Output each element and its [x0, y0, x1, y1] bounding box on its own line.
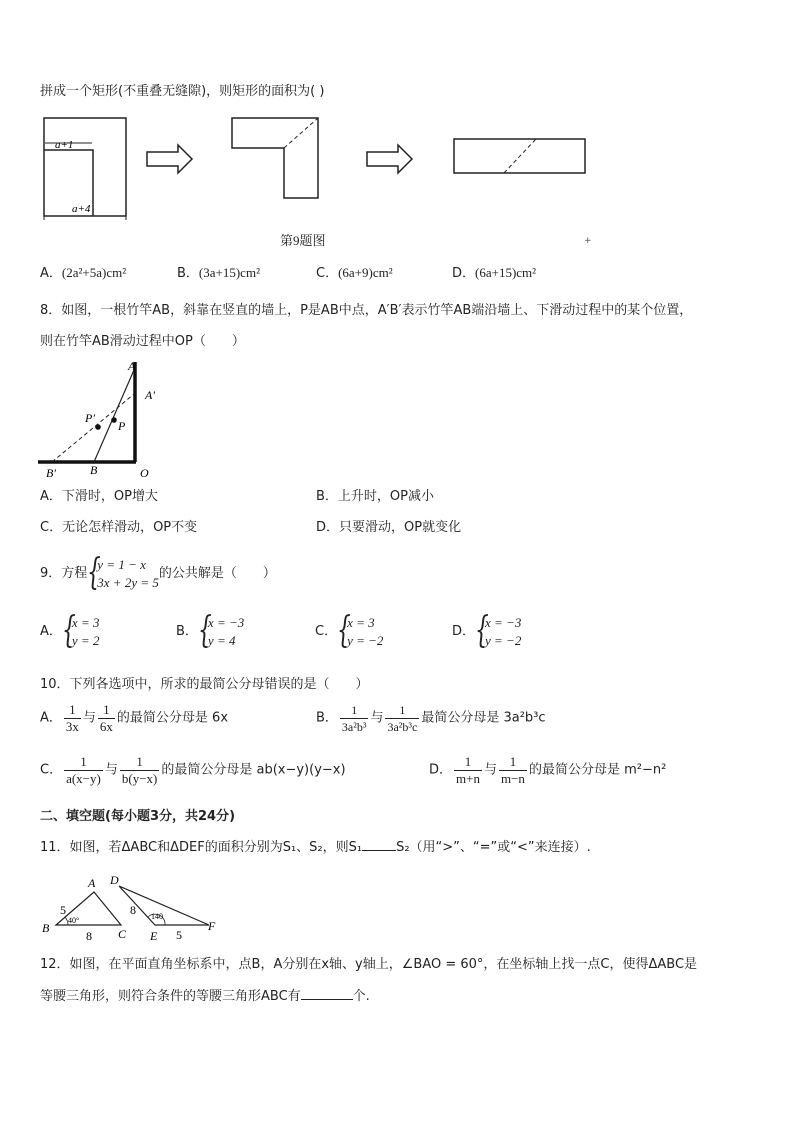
figure-caption: 第9题图 — [280, 233, 326, 248]
label-E: E — [150, 929, 158, 943]
q7-option-c[interactable]: C．(6a+9)cm² — [316, 265, 393, 281]
section-heading-fill-in: 二、填空题(每小题3分，共24分) — [40, 809, 236, 824]
q9-option-a[interactable]: A． { x = 3 y = 2 — [40, 610, 100, 651]
q12-stem-line2: 等腰三角形，则符合条件的等腰三角形ABC有 个. — [40, 989, 370, 1004]
label-F: F — [208, 919, 216, 933]
q8-option-b[interactable]: B．上升时，OP减小 — [316, 489, 434, 504]
q9-option-b[interactable]: B． { x = −3 y = 4 — [176, 610, 245, 651]
angle-40: 40° — [68, 916, 80, 925]
point-p — [111, 417, 117, 423]
q9-system: { y = 1 − x 3x + 2y = 5 — [87, 552, 159, 593]
q8-option-c[interactable]: C．无论怎样滑动，OP不变 — [40, 520, 198, 535]
figure-q11 — [38, 872, 228, 944]
label-D: D — [110, 873, 119, 887]
label-P: P — [118, 419, 126, 433]
label-B: B — [42, 921, 50, 935]
outer-square — [44, 118, 126, 216]
q10-option-d[interactable]: D． $\frac{1}{m+n}$ 与 $\frac{1}{m-n}$ 的最简公分母是 m²−n² — [429, 754, 667, 786]
l-shape — [232, 118, 318, 198]
q12-answer-blank[interactable] — [301, 987, 353, 1000]
q9-option-c[interactable]: C． { x = 3 y = −2 — [315, 610, 384, 651]
q10-option-b[interactable]: B． $\frac{1}{\text{3a²b³}}$ 与 $\frac{1}{\text{3a²b³c}}$ 最简公分母是 3a²b³c — [316, 703, 546, 734]
label-A2: A′ — [145, 388, 155, 402]
q7-option-b[interactable]: B．(3a+15)cm² — [177, 265, 260, 281]
label-P2: P′ — [85, 411, 95, 425]
q8-option-a[interactable]: A．下滑时，OP增大 — [40, 489, 158, 504]
label-A: A — [128, 359, 136, 373]
pole-ab — [94, 370, 134, 462]
label-O: O — [140, 466, 149, 480]
q9-option-d[interactable]: D． { x = −3 y = −2 — [452, 610, 522, 651]
q8-option-d[interactable]: D．只要滑动，OP就变化 — [316, 520, 462, 535]
figure-q7 — [36, 112, 636, 252]
stray-mark: + — [584, 236, 592, 246]
label-a-plus-1: a+1 — [55, 139, 74, 151]
q8-stem-line2: 则在竹竿AB滑动过程中OP（ ） — [40, 334, 245, 349]
point-p2 — [95, 424, 101, 430]
label-C: C — [118, 927, 127, 941]
label-A: A — [88, 876, 96, 890]
side-5a: 5 — [60, 903, 66, 917]
q10-option-a[interactable]: A． $\frac{1}{3x}$ 与 $\frac{1}{6x}$ 的最简公分母是 6x — [40, 702, 229, 734]
arrow-right-icon — [367, 145, 412, 173]
side-5b: 5 — [176, 928, 182, 942]
q9-stem: 9．方程 { y = 1 − x 3x + 2y = 5 的公共解是（ ） — [40, 552, 276, 593]
arrow-right-icon — [147, 145, 192, 173]
figure-q8 — [34, 356, 164, 482]
q10-stem: 10．下列各选项中，所求的最简公分母错误的是（ ） — [40, 677, 369, 692]
q11-stem: 11．如图，若ΔABC和ΔDEF的面积分别为S₁、S₂，则S₁ S₂（用“>”、“=”或“<”来连接）. — [40, 840, 591, 855]
q7-option-a[interactable]: A．(2a²+5a)cm² — [40, 265, 127, 281]
q8-stem-line1: 8．如图，一根竹竿AB，斜靠在竖直的墙上，P是AB中点，A′B′表示竹竿AB端沿墙上、下滑动过程中的某个位置， — [40, 303, 693, 318]
q10-option-c[interactable]: C． $\frac{1}{a(x-y)}$ 与 $\frac{1}{b(y-x)}$ 的最简公分母是 ab(x−y)(y−x) — [40, 754, 346, 786]
label-B2: B′ — [46, 466, 56, 480]
q11-answer-blank[interactable] — [362, 838, 396, 851]
side-8a: 8 — [86, 929, 92, 943]
angle-140: 140 — [151, 912, 163, 921]
label-a-plus-4: a+4 — [72, 203, 91, 215]
side-8b: 8 — [130, 903, 136, 917]
label-B: B — [90, 463, 98, 477]
q12-stem-line1: 12．如图，在平面直角坐标系中，点B，A分别在x轴、y轴上，∠BAO = 60°，在坐标轴上找一点C，使得ΔABC是 — [40, 957, 698, 972]
intro-line: 拼成一个矩形(不重叠无缝隙)，则矩形的面积为( ) — [40, 84, 325, 99]
q7-option-d[interactable]: D．(6a+15)cm² — [452, 265, 537, 281]
